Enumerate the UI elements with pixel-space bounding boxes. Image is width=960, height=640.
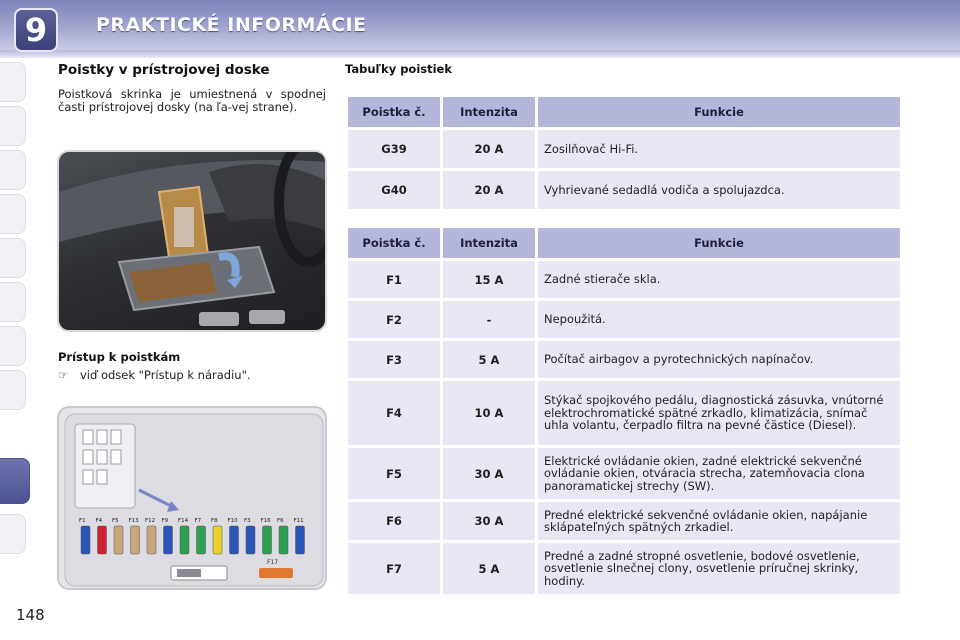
fuse-cell: F4 [348,381,440,445]
fuse-blade [246,526,255,554]
pointing-hand-icon: ☞ [58,368,69,382]
fuse-label: F3 [244,518,251,524]
fuse-label-f17: F17 [267,559,279,566]
fuse-blade [197,526,206,554]
fuse-label: F9 [161,518,169,524]
fuse-cell: F5 [348,448,440,499]
table-row [348,543,900,594]
chapter-tab[interactable] [0,514,26,554]
function-cell: Vyhrievané sedadlá vodiča a spolujazdca. [538,171,900,209]
fuse-cell: F3 [348,341,440,378]
fuse-blade [147,526,156,554]
chapter-tab[interactable] [0,370,26,410]
chapter-tab[interactable] [0,238,26,278]
fuse-blade [213,526,222,554]
chapter-tab[interactable] [0,150,26,190]
chapter-tab[interactable] [0,326,26,366]
tables-heading: Tabuľky poistiek [345,62,453,76]
header-current: Intenzita [443,228,535,258]
dashboard-photo [57,150,327,332]
fuse-label: F8 [211,518,218,524]
table-header-row [348,97,900,127]
header-function: Funkcie [538,97,900,127]
function-cell: Zadné stierače skla. [538,261,900,298]
fuse-label: F6 [277,518,284,524]
fuse-label: F7 [194,518,202,524]
current-cell: 10 A [443,381,535,445]
fuse-blade [263,526,272,554]
fusebox-illustration [59,408,327,590]
fuse-cell: F1 [348,261,440,298]
header-fuse: Poistka č. [348,228,440,258]
fuse-blade [131,526,140,554]
header-stripe [0,50,960,58]
current-cell: 20 A [443,130,535,168]
current-cell: 30 A [443,448,535,499]
access-title: Prístup k poistkám [58,350,181,364]
fuse-label: F16 [260,518,271,524]
current-cell: 5 A [443,341,535,378]
fuse-cell: F2 [348,301,440,338]
header-fuse: Poistka č. [348,97,440,127]
function-cell: Predné a zadné stropné osvetlenie, bodové osvetlenie, osvetlenie slnečnej clony, osvetlenie príručnej skrinky, hodiny. [538,543,900,594]
chapter-badge[interactable]: 9 [14,8,58,52]
intro-paragraph: Poistková skrinka je umiestnená v spodnej časti prístrojovej dosky (na ľa-vej strane). [58,87,326,114]
fuse-label: F1 [79,518,86,524]
chapter-tab[interactable] [0,62,26,102]
fuse-cell: G39 [348,130,440,168]
function-cell: Elektrické ovládanie okien, zadné elektrické sekvenčné ovládanie okien, otváracia strecha, zatemňovacia clona panoramatickej strechy (SW). [538,448,900,499]
fusebox-diagram [57,406,327,590]
fuse-blade [180,526,189,554]
current-cell: 15 A [443,261,535,298]
fuse-label: F11 [293,518,304,524]
function-cell: Predné elektrické sekvenčné ovládanie okien, napájanie sklápateľných spätných zrkadiel. [538,502,900,540]
table-row [348,261,900,298]
chapter-tab-active[interactable] [0,458,30,504]
current-cell: - [443,301,535,338]
function-cell: Zosilňovač Hi-Fi. [538,130,900,168]
fuse-cell: F7 [348,543,440,594]
fuse-table-2 [345,225,903,597]
function-cell: Počítač airbagov a pyrotechnických napínačov. [538,341,900,378]
function-cell: Stýkač spojkového pedálu, diagnostická zásuvka, vnútorné elektrochromatické spätné zrkadlo, klimatizácia, snímač uhla volantu, čerpadlo filtra na pevné čästice (Diesel). [538,381,900,445]
chapter-title: PRAKTICKÉ INFORMÁCIE [96,14,367,36]
fuse-label: F13 [128,518,139,524]
fuse-label: F12 [145,518,156,524]
fuse-cell: G40 [348,171,440,209]
table-row [348,301,900,338]
current-cell: 5 A [443,543,535,594]
chapter-tab[interactable] [0,106,26,146]
access-item-text: viď odsek "Prístup k náradiu". [80,368,251,382]
fuse-blade [81,526,90,554]
current-cell: 20 A [443,171,535,209]
fuse-blade [98,526,107,554]
current-cell: 30 A [443,502,535,540]
fuse-cell: F6 [348,502,440,540]
dashboard-illustration [59,152,327,332]
chapter-tabs [0,62,30,582]
access-item [58,368,251,382]
table-row [348,381,900,445]
header-function: Funkcie [538,228,900,258]
table-row [348,171,900,209]
chapter-tab[interactable] [0,282,26,322]
table-row [348,502,900,540]
fuse-blade [279,526,288,554]
table-row [348,448,900,499]
fuse-label: F14 [178,518,189,524]
function-cell: Nepoužitá. [538,301,900,338]
fuse-blade [230,526,239,554]
fuse-blade [114,526,123,554]
fuse-blade [164,526,173,554]
table-row [348,341,900,378]
fuse-blade [296,526,305,554]
header-current: Intenzita [443,97,535,127]
section-title: Poistky v prístrojovej doske [58,62,270,78]
fuse-label: F5 [112,518,119,524]
chapter-tab[interactable] [0,194,26,234]
page-number: 148 [16,606,45,624]
table-header-row [348,228,900,258]
fuse-label: F10 [227,518,238,524]
fuse-label: F4 [95,518,103,524]
table-row [348,130,900,168]
fuse-table-1 [345,94,903,212]
